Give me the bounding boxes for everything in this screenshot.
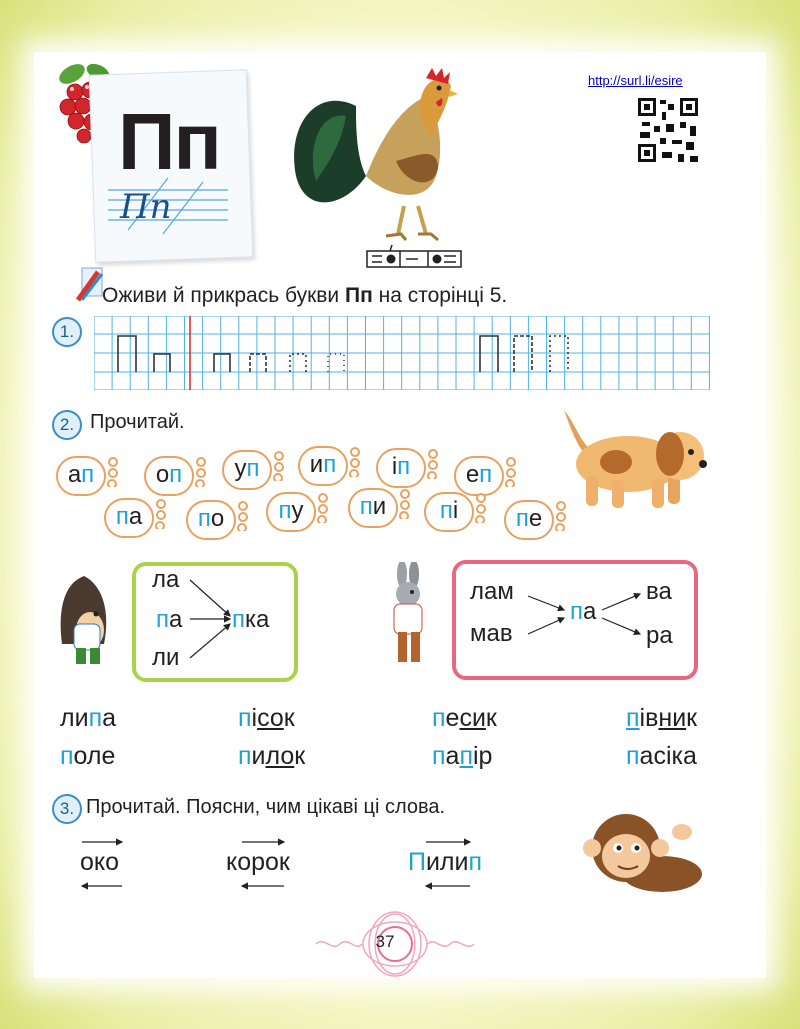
palindrome-korok: корок — [226, 848, 290, 876]
syllable-part: п — [115, 503, 129, 530]
word-part: к — [294, 742, 306, 770]
paw-toes-icon — [398, 489, 412, 519]
green-left-2 — [156, 606, 182, 634]
word-part: е — [445, 704, 460, 732]
syllable-part: п — [323, 451, 337, 478]
task-number-2: 2. — [52, 410, 82, 440]
word-part-p: п — [626, 742, 640, 770]
syllable-pad — [222, 450, 272, 490]
paw-toes-icon — [348, 447, 362, 477]
paw-toes-icon — [194, 457, 208, 487]
syllable-part: а — [128, 503, 143, 530]
word-pivnyk — [626, 704, 697, 733]
syllable-part: п — [197, 505, 211, 532]
word-part-stressed: си — [459, 704, 486, 732]
task-intro — [102, 284, 507, 308]
syllable-part: п — [278, 497, 292, 524]
word-part: к — [485, 704, 497, 732]
word-part: і — [251, 704, 258, 732]
task-number-1: 1. — [52, 317, 82, 347]
word-pylok — [238, 742, 305, 771]
word-pesyk — [432, 704, 497, 733]
green-left-2-rest: а — [169, 606, 183, 633]
word-papir — [432, 742, 492, 771]
red-mid-rest: а — [583, 598, 597, 625]
syllable-pad — [104, 498, 154, 538]
syllable-part: е — [465, 461, 480, 488]
palindrome-oko: око — [80, 848, 120, 876]
qr-code[interactable] — [636, 96, 700, 164]
word-part-p: п — [432, 742, 446, 770]
paw-toes-icon — [106, 457, 120, 487]
hedgehog-illustration — [56, 574, 112, 670]
word-lypa — [60, 704, 116, 733]
green-arrows — [186, 576, 236, 662]
word-part-p: п — [88, 704, 103, 732]
red-right-1: ва — [646, 578, 672, 605]
word-part: к — [686, 704, 698, 732]
syllable-part: п — [397, 453, 411, 480]
word-part-p: п — [60, 742, 74, 770]
paw-toes-icon — [504, 457, 518, 487]
title-letter: Пп — [118, 97, 220, 186]
paw-toes-icon — [236, 501, 250, 531]
sound-scheme — [366, 243, 462, 269]
word-part-stressed: со — [257, 704, 284, 732]
word-part: а — [445, 742, 460, 770]
word-part: а — [102, 704, 117, 732]
word-part-stressed: ло — [265, 742, 295, 770]
syllable-pad — [144, 456, 194, 496]
syllable-part: п — [246, 455, 260, 482]
script-letter-lines — [108, 176, 228, 234]
syllable-pad — [56, 456, 106, 496]
palindrome-p-last: п — [468, 848, 483, 876]
syllable-pad — [348, 488, 398, 528]
syllable-pad — [454, 456, 504, 496]
word-pasika — [626, 742, 697, 771]
syllable-part: у — [291, 497, 304, 524]
syllable-part: о — [210, 505, 225, 532]
word-part: и — [251, 742, 266, 770]
rooster-illustration — [286, 66, 476, 246]
word-part-p: п — [626, 704, 640, 732]
syllable-part: п — [439, 497, 453, 524]
task-number-3: 3. — [52, 794, 82, 824]
paw-toes-icon — [474, 493, 488, 523]
word-part-p: п — [238, 704, 252, 732]
svg-text:Пп: Пп — [120, 187, 172, 227]
syllable-part: у — [234, 455, 247, 482]
syllable-part: и — [309, 451, 324, 478]
syllable-part: п — [479, 461, 493, 488]
paw-toes-icon — [154, 499, 168, 529]
direction-arrows — [70, 836, 520, 892]
word-part: асіка — [639, 742, 697, 770]
resource-link[interactable]: http://surl.li/esire — [588, 73, 683, 88]
syllable-part: п — [81, 461, 95, 488]
syllable-part: п — [359, 493, 373, 520]
syllable-part: о — [155, 461, 170, 488]
task-2-label: Прочитай. — [90, 411, 185, 433]
palindrome-p-first: П — [408, 848, 426, 876]
red-mid-p: п — [570, 598, 583, 625]
syllable-part: а — [67, 461, 82, 488]
syllable-pad — [186, 500, 236, 540]
task-3-label: Прочитай. Поясни, чим цікаві ці слова. — [86, 796, 446, 818]
word-part: оле — [73, 742, 116, 770]
puppy-illustration — [556, 404, 716, 514]
syllable-part: п — [169, 461, 183, 488]
syllable-pad — [424, 492, 474, 532]
paw-toes-icon — [426, 449, 440, 479]
syllable-pad — [266, 492, 316, 532]
task-intro-text: Оживи й прикрась букви — [102, 284, 345, 307]
word-pole — [60, 742, 115, 771]
word-part-stressed: ни — [658, 704, 687, 732]
hare-illustration — [378, 562, 438, 672]
monkey-illustration — [578, 808, 704, 900]
word-part-p: п — [238, 742, 252, 770]
word-part: к — [283, 704, 295, 732]
syllable-part: і — [391, 453, 398, 480]
green-left-3: ли — [152, 644, 180, 671]
red-arrows — [524, 588, 654, 640]
word-part: ів — [639, 704, 659, 732]
palindrome-mid: или — [425, 848, 469, 876]
syllable-pad — [504, 500, 554, 540]
task-intro-text-end: на сторінці 5. — [372, 284, 508, 307]
writing-grid — [94, 316, 710, 390]
green-right-rest: ка — [245, 606, 270, 633]
word-part-p: п — [432, 704, 446, 732]
green-right-p: п — [232, 606, 245, 633]
word-part: ір — [473, 742, 493, 770]
paw-toes-icon — [316, 493, 330, 523]
paw-toes-icon — [272, 451, 286, 481]
syllable-part: е — [528, 505, 543, 532]
syllable-pad — [376, 448, 426, 488]
syllable-part: п — [515, 505, 529, 532]
word-part: ли — [60, 704, 89, 732]
page-number: 37 — [375, 932, 395, 951]
syllable-part: і — [452, 497, 459, 524]
green-left-2-p: п — [156, 606, 169, 633]
green-left-1: ла — [152, 566, 180, 593]
red-left-2: мав — [470, 620, 513, 647]
word-pisok — [238, 704, 295, 733]
green-right — [232, 606, 269, 634]
syllable-pad — [298, 446, 348, 486]
syllable-part: и — [372, 493, 387, 520]
red-left-1: лам — [470, 578, 514, 605]
task-intro-letters: Пп — [344, 284, 373, 307]
red-right-2: ра — [646, 622, 673, 649]
word-part-stressed: п — [459, 742, 473, 770]
